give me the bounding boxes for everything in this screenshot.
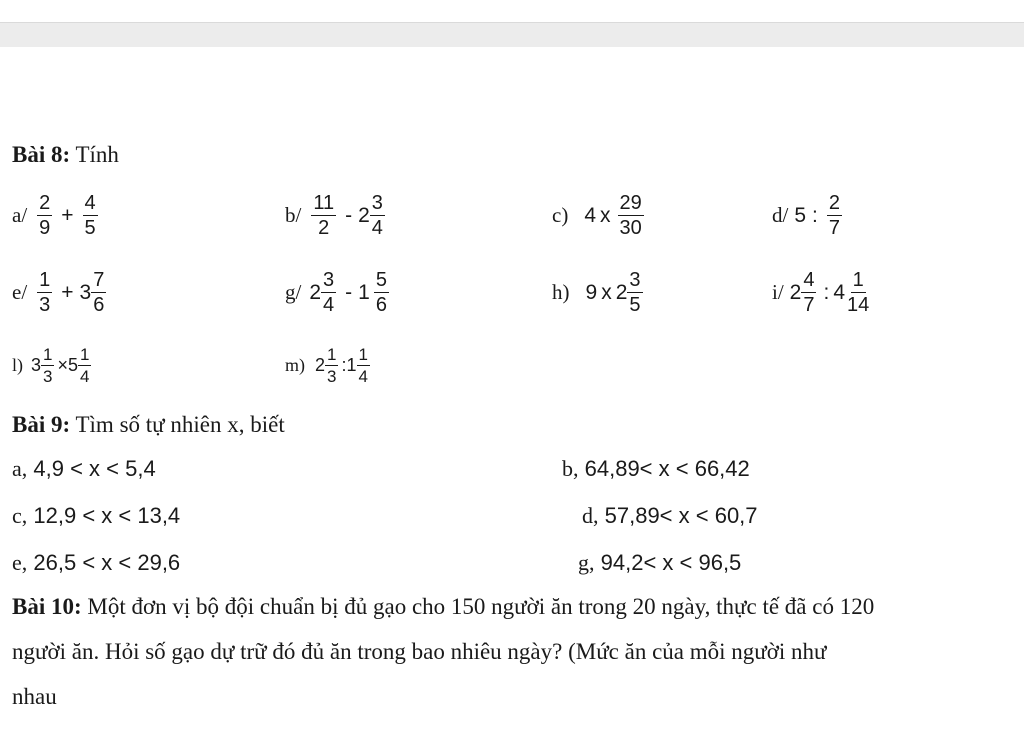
exercise-b: b/ $\frac{11}{2}$ - 2 $\frac{3}{4}$ (285, 192, 383, 239)
exercise-i: i/ 2 $\frac{4}{7}$ : 4 $\frac{1}{14}$ (772, 269, 870, 316)
fraction: $\frac{3}{4}$ (371, 192, 383, 239)
inequality-a: a, 4,9 < x < 5,4 (12, 456, 156, 481)
fraction: $\frac{2}{7}$ (828, 192, 840, 239)
bai9-label: Bài 9: (12, 412, 71, 437)
fraction: $\frac{5}{6}$ (375, 269, 387, 316)
bai8-heading (12, 142, 119, 168)
exercise-h: h) 9 x 2 $\frac{3}{5}$ (552, 269, 641, 316)
bai8-label: Bài 8: (12, 142, 71, 167)
fraction: $\frac{3}{5}$ (629, 269, 641, 316)
fraction: $\frac{1}{3}$ (39, 269, 51, 316)
inequality-g: g, 94,2< x < 96,5 (578, 550, 742, 575)
fraction: $\frac{1}{4}$ (358, 345, 368, 386)
fraction: $\frac{7}{6}$ (93, 269, 105, 316)
inequality-d: d, 57,89< x < 60,7 (582, 503, 758, 528)
exercise-c: c) 4 x $\frac{29}{30}$ (552, 192, 642, 239)
inequality-c: c, 12,9 < x < 13,4 (12, 503, 181, 528)
fraction: $\frac{11}{2}$ (313, 192, 335, 239)
exercise-g: g/ 2 $\frac{3}{4}$ - 1 $\frac{5}{6}$ (285, 269, 387, 316)
inequality-b: b, 64,89< x < 66,42 (562, 456, 750, 481)
bai9-text: Tìm số tự nhiên x, biết (75, 412, 285, 437)
bai8-text: Tính (75, 142, 119, 167)
fraction: $\frac{1}{3}$ (327, 345, 337, 386)
exercise-d: d/ 5 : $\frac{2}{7}$ (772, 192, 840, 239)
bai10-line-3: nhau (12, 684, 57, 709)
exercise-e: e/ $\frac{1}{3}$ + 3 $\frac{7}{6}$ (12, 269, 105, 316)
header-band (0, 22, 1024, 47)
fraction: $\frac{1}{14}$ (847, 269, 870, 316)
fraction: $\frac{4}{5}$ (84, 192, 96, 239)
fraction: $\frac{1}{4}$ (80, 345, 90, 386)
top-bar (0, 0, 1024, 22)
fraction: $\frac{2}{9}$ (39, 192, 51, 239)
fraction: $\frac{4}{7}$ (803, 269, 815, 316)
fraction: $\frac{29}{30}$ (619, 192, 642, 239)
fraction: $\frac{1}{3}$ (43, 345, 53, 386)
bai10-line-2: người ăn. Hỏi số gạo dự trữ đó đủ ăn trong bao nhiêu ngày? (Mức ăn của mỗi người như (12, 639, 827, 664)
bai10-label: Bài 10: (12, 594, 82, 619)
exercise-l: l) 3 $\frac{1}{3}$ × 5 $\frac{1}{4}$ (12, 345, 90, 386)
exercise-a: a/ $\frac{2}{9}$ + $\frac{4}{5}$ (12, 192, 96, 239)
bai9-heading (12, 412, 285, 438)
bai10-line-1: Bài 10: Một đơn vị bộ đội chuẩn bị đủ gạo cho 150 người ăn trong 20 ngày, thực tế đã có 120 (12, 594, 875, 619)
inequality-e: e, 26,5 < x < 29,6 (12, 550, 181, 575)
bai10-paragraph (12, 584, 1017, 719)
fraction: $\frac{3}{4}$ (323, 269, 335, 316)
exercise-m: m) 2 $\frac{1}{3}$ : 1 $\frac{1}{4}$ (285, 345, 368, 386)
